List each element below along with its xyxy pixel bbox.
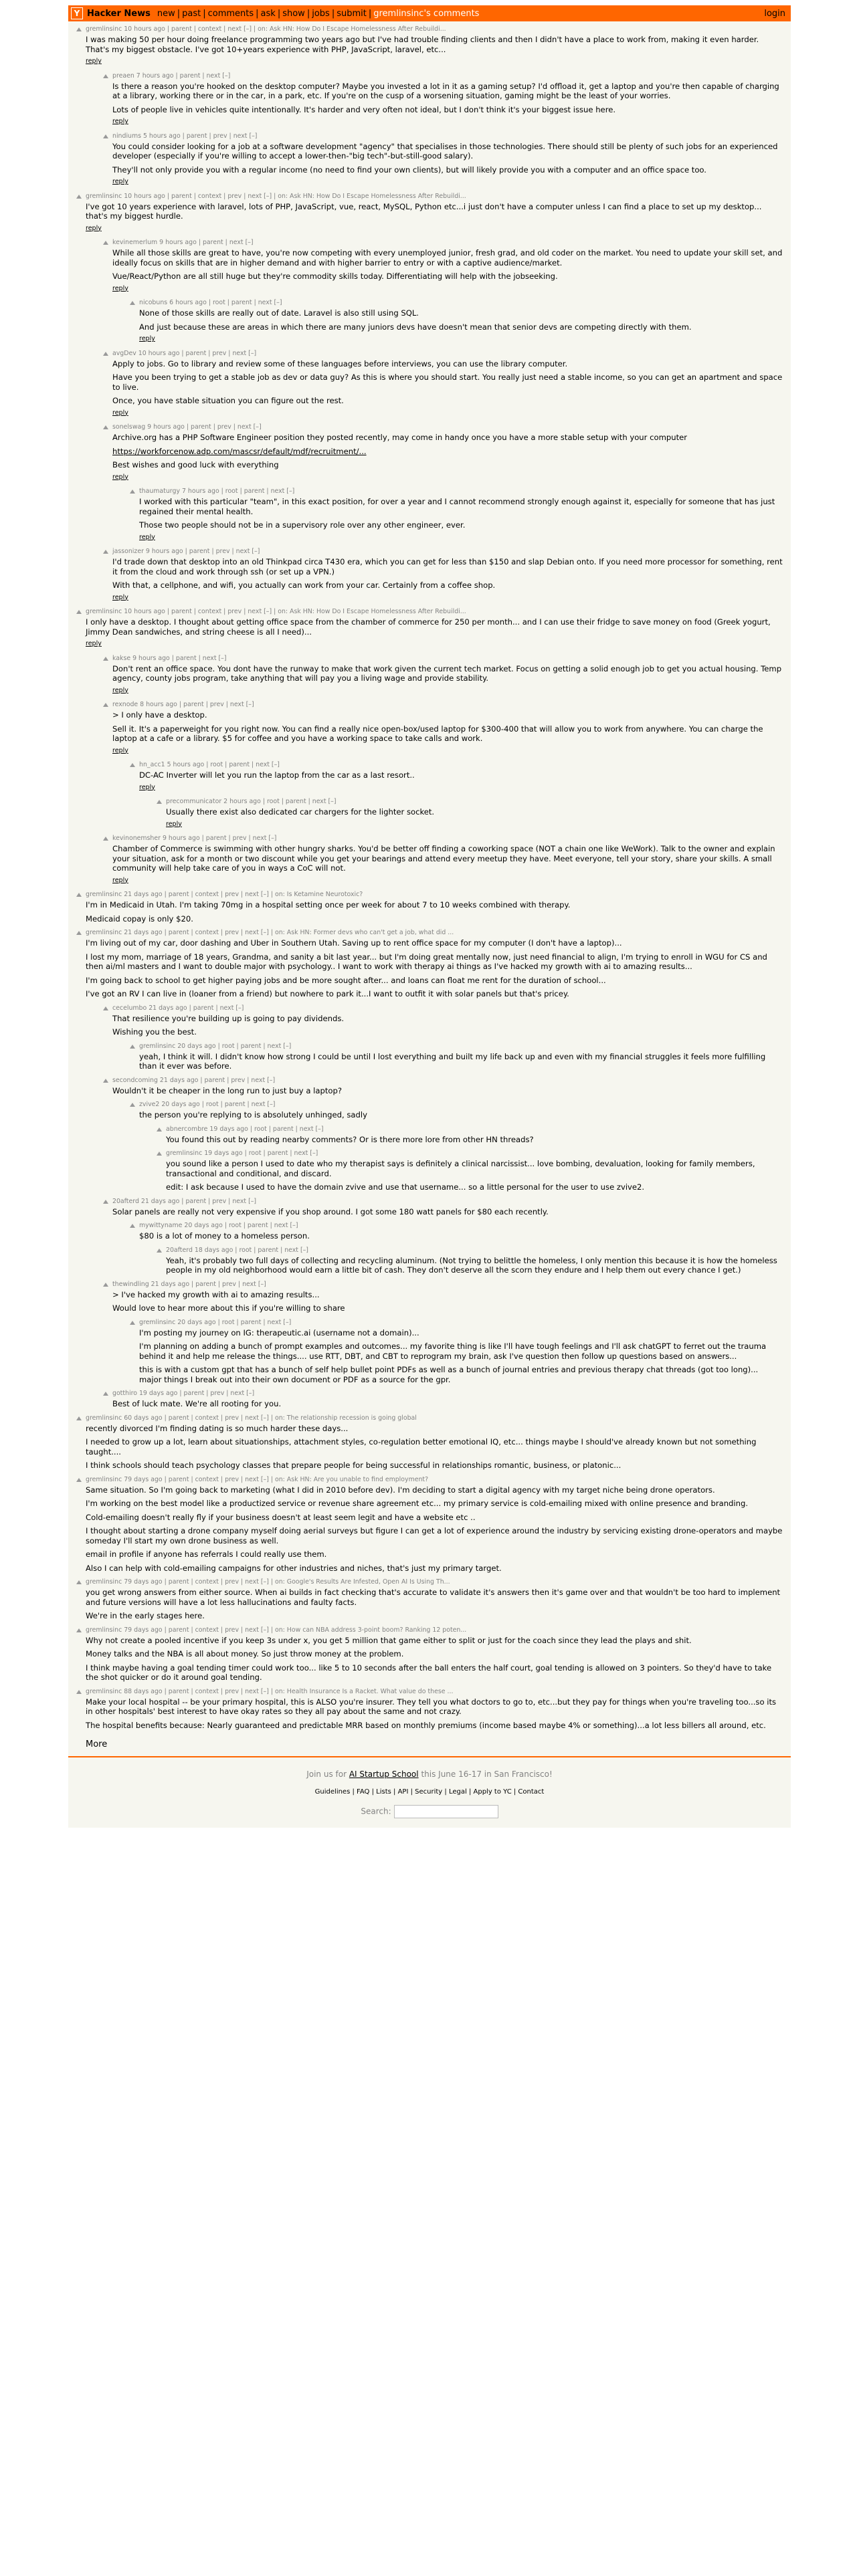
- footer-link[interactable]: Lists: [376, 1788, 391, 1796]
- comment-paragraph: I was making 50 per hour doing freelance programming two years ago but I've had trouble finding clients and then I didn't have a place to work from, making it even harder. That's my biggest obstacle. I've got 10+years experience with PHP, JavaScript, laravel, etc...: [86, 35, 759, 54]
- comment-meta[interactable]: kakse 9 hours ago | parent | next [–]: [112, 654, 227, 662]
- yc-banner-post: this June 16-17 in San Francisco!: [421, 1769, 553, 1779]
- upvote-arrow-icon[interactable]: [157, 1128, 162, 1132]
- comment-paragraph: Archive.org has a PHP Software Engineer position they posted recently, may come in handy once you have a more stable setup with your computer: [112, 433, 688, 442]
- upvote-arrow-icon[interactable]: [103, 1079, 108, 1083]
- upvote-arrow-icon[interactable]: [130, 1103, 135, 1107]
- comment-text: [86, 900, 783, 924]
- comment-text: [166, 1256, 783, 1275]
- comment: [68, 488, 791, 542]
- comment-text: [139, 497, 783, 530]
- upvote-arrow-icon[interactable]: [103, 550, 108, 554]
- comment-text: [139, 1052, 783, 1071]
- comment-meta[interactable]: gotthiro 19 days ago | parent | prev | next [–]: [112, 1390, 255, 1397]
- reply-link[interactable]: reply: [112, 593, 128, 601]
- nav-link-submit[interactable]: submit: [337, 8, 367, 19]
- comment-paragraph: Once, you have stable situation you can figure out the rest.: [112, 396, 344, 405]
- comment-text: [112, 557, 783, 591]
- comment-paragraph: Don't rent an office space. You dont have the runway to make that work given the current tech market. Focus on getting a solid enough job to get you actual housing. Temp agency, county jobs program, take anything that will pay you a living wage and provide stability.: [112, 663, 782, 683]
- upvote-arrow-icon[interactable]: [130, 301, 135, 305]
- comment: [68, 1101, 791, 1120]
- comment-meta[interactable]: avgDev 10 hours ago | parent | prev | next [–]: [112, 349, 257, 357]
- reply-link[interactable]: reply: [86, 640, 102, 647]
- search-label: Search:: [361, 1806, 391, 1816]
- comment-paragraph: With that, a cellphone, and wifi, you actually can work from your car. Certainly from a coffee shop.: [112, 580, 496, 590]
- comment: [68, 1222, 791, 1241]
- more-link[interactable]: More: [86, 1739, 108, 1749]
- footer-separator: |: [408, 1788, 415, 1796]
- comment-paragraph: Solar panels are really not very expensive if you shop around. I got some 180 watt panels for $80 each recently.: [112, 1206, 549, 1216]
- comment-paragraph: I only have a desktop. I thought about getting office space from the chamber of commerce for 250 per month... and I can use their fridge to save money on food (Greek yogurt, Jimmy Dean sandwiches, and string cheese is all I need)...: [86, 617, 771, 637]
- comment: [68, 1578, 791, 1621]
- comment: [68, 1319, 791, 1385]
- comment-paragraph: I'm living out of my car, door dashing and Uber in Southern Utah. Saving up to rent office space for my computer (I don't have a laptop)...: [86, 938, 622, 948]
- upvote-arrow-icon[interactable]: [76, 610, 82, 614]
- nav-separator: |: [331, 8, 335, 19]
- reply-link[interactable]: reply: [112, 178, 128, 185]
- comment-text: [86, 1424, 783, 1471]
- comment-paragraph: Money talks and the NBA is all about money. So just throw money at the problem.: [86, 1649, 404, 1658]
- comment-paragraph: DC-AC Inverter will let you run the laptop from the car as a last resort..: [139, 770, 415, 780]
- comment-meta[interactable]: nindiums 5 hours ago | parent | prev | next [–]: [112, 132, 258, 140]
- comment-paragraph: I think schools should teach psychology classes that prepare people for being successful in relationships romantic, business, or platonic...: [86, 1461, 622, 1470]
- comment-paragraph: I lost my mom, marriage of 18 years, Grandma, and sanity a bit last year... but I'm doing great mentally now, just need financial to align, I'm trying to enroll in WGU for CS and then ai/ml masters and I want to double major with psychology.. I want to work with therapy ai things as I've hacked my growth with ai to amazing results...: [86, 952, 767, 971]
- comment-text: [112, 1086, 783, 1096]
- comment: [68, 1476, 791, 1574]
- comment: [68, 761, 791, 792]
- comment-meta[interactable]: hn_acc1 5 hours ago | root | parent | next [–]: [139, 761, 280, 768]
- comment: [68, 1004, 791, 1037]
- reply-link[interactable]: reply: [86, 224, 102, 232]
- footer-link[interactable]: API: [397, 1788, 409, 1796]
- comment-meta[interactable]: gremlinsinc 19 days ago | root | parent | next [–]: [166, 1150, 318, 1157]
- yc-banner-link[interactable]: AI Startup School: [349, 1769, 419, 1779]
- comment-paragraph: Have you been trying to get a stable job as dev or data guy? As this is where you should start. You really just need a stable income, so you can get an apartment and space to live.: [112, 372, 783, 392]
- comment-paragraph: Is there a reason you're hooked on the desktop computer? Maybe you invested a lot in it as a gaming setup? I'd offload it, get a laptop and you're then capable of charging at a library, working there or in the car, in a park, etc. If you're on the cusp of a worsening situation, gaming might be the least of your worries.: [112, 81, 779, 100]
- comment-paragraph: I thought about starting a drone company myself doing aerial surveys but figure I can get a lot of experience around the industry by servicing existing drone-operators and maybe someday I'll start my own drone business as well.: [86, 1526, 783, 1545]
- comment: [68, 608, 791, 649]
- comment-meta[interactable]: thaumaturgy 7 hours ago | root | parent | next [–]: [139, 488, 295, 495]
- comment-text: [139, 1231, 783, 1241]
- comment-text: [112, 248, 783, 282]
- upvote-arrow-icon[interactable]: [76, 1416, 82, 1420]
- upvote-arrow-icon[interactable]: [130, 1321, 135, 1325]
- comment-paragraph: That resilience you're building up is going to pay dividends.: [112, 1013, 345, 1023]
- comment: [68, 1077, 791, 1096]
- nav-links: [157, 9, 480, 19]
- comment-text: [86, 617, 783, 637]
- comment-text: [112, 1014, 783, 1037]
- comment-text: [86, 1636, 783, 1683]
- comment-meta[interactable]: gremlinsinc 20 days ago | root | parent | next [–]: [139, 1042, 292, 1050]
- nav-link-ask[interactable]: ask: [260, 8, 276, 19]
- upvote-arrow-icon[interactable]: [103, 1006, 108, 1010]
- comment-paragraph: Also I can help with cold-emailing campaigns for other industries and niches, that's just my primary target.: [86, 1563, 502, 1573]
- footer-link[interactable]: Legal: [448, 1788, 467, 1796]
- comment-meta[interactable]: 20afterd 18 days ago | root | parent | next [–]: [166, 1246, 308, 1254]
- comment-paragraph: I'm planning on adding a bunch of prompt examples and outcomes... my favorite thing is like I'll have tough feelings and I'll ask chatGPT to ferret out the trauma behind it and help me release the things.... use RTT, DBT, and CBT to reprogram my brain, ask I've question then follow up questions based on answers...: [139, 1341, 767, 1361]
- upvote-arrow-icon[interactable]: [76, 1478, 82, 1482]
- nav-link-comments[interactable]: comments: [207, 8, 254, 19]
- nav-separator: |: [177, 8, 181, 19]
- upvote-arrow-icon[interactable]: [130, 1224, 135, 1228]
- footer-separator: |: [369, 1788, 377, 1796]
- footer-separator: |: [391, 1788, 398, 1796]
- comment-paragraph: I'm working on the best model like a productized service or revenue share agreement etc... my primary service is cold-emailing mixed with online presence and branding.: [86, 1499, 749, 1508]
- comment-paragraph: Best wishes and good luck with everything: [112, 460, 279, 469]
- comment-paragraph: I'm going back to school to get higher paying jobs and be more sought after... and loans can float me rent for the duration of school...: [86, 975, 606, 985]
- comment: [68, 1043, 791, 1071]
- comment-paragraph: Chamber of Commerce is swimming with other hungry sharks. You'd be better off finding a coworking space (NOT a chain one like WeWork). Talk to the owner and explain your situation, ask for a month or two discount while you get your bearings and attend every meetup they have. Meet everyone, tell your story, share your skills. A small community will help take care of you in ways a CoC will not.: [112, 844, 775, 873]
- footer-separator: |: [350, 1788, 357, 1796]
- comment: [68, 423, 791, 482]
- upvote-arrow-icon[interactable]: [76, 1690, 82, 1694]
- upvote-arrow-icon[interactable]: [103, 134, 108, 138]
- reply-link[interactable]: reply: [166, 820, 182, 828]
- comment-paragraph: I've got 10 years experience with laravel, lots of PHP, JavaScript, vue, react, MySQL, Python etc...i just don't have a computer unless I can find a place to set up my desktop... that's my biggest hurdle.: [86, 201, 762, 221]
- comment: [68, 835, 791, 885]
- reply-link[interactable]: reply: [112, 409, 128, 417]
- login-link[interactable]: login: [764, 8, 785, 19]
- footer-link[interactable]: Apply to YC: [473, 1788, 512, 1796]
- comment-paragraph: recently divorced I'm finding dating is so much harder these days...: [86, 1423, 349, 1433]
- comment: [68, 350, 791, 419]
- comment-text: [86, 1697, 783, 1731]
- comment-paragraph: I worked with this particular "team", in this exact position, for over a year and I cannot recommend strongly enough against it, especially for someone that has just regained their mental health.: [139, 497, 775, 516]
- comment-paragraph: Why not create a pooled incentive if you keep 3s under x, you get 5 million that game either to split or just for the coach since they lead the plays and shit.: [86, 1635, 692, 1645]
- nav-link-jobs[interactable]: jobs: [312, 8, 330, 19]
- comment-paragraph: edit: I ask because I used to have the domain zvive and use that username... so a little personal for the user to use zvive2.: [166, 1182, 645, 1192]
- comment-paragraph: > I only have a desktop.: [112, 710, 207, 720]
- upvote-arrow-icon[interactable]: [103, 1392, 108, 1396]
- comment-meta[interactable]: thewindling 21 days ago | parent | prev | next [–]: [112, 1280, 266, 1288]
- upvote-arrow-icon[interactable]: [157, 1249, 162, 1253]
- comment-paragraph: > I've hacked my growth with ai to amazing results...: [112, 1289, 320, 1299]
- reply-link[interactable]: reply: [112, 473, 128, 481]
- comment-text: [112, 433, 783, 470]
- comment-paragraph: Apply to jobs. Go to library and review some of these languages before interviews, you can use the library computer.: [112, 358, 568, 368]
- comment: [68, 239, 791, 294]
- footer-link[interactable]: Guidelines: [314, 1788, 351, 1796]
- comment-meta[interactable]: kevinemerlum 9 hours ago | parent | next [–]: [112, 239, 254, 246]
- comment-meta[interactable]: gremlinsinc 79 days ago | parent | context | prev | next [–] | on: Google's Results Are Infested, Open AI Is Using Th...: [86, 1578, 450, 1586]
- comment-link[interactable]: https://workforcenow.adp.com/mascsr/default/mdf/recruitment/...: [112, 446, 367, 456]
- upvote-arrow-icon[interactable]: [130, 490, 135, 494]
- reply-link[interactable]: reply: [112, 284, 128, 292]
- comment: [68, 132, 791, 187]
- comment-text: [139, 1328, 783, 1385]
- comment-meta[interactable]: kevinonemsher 9 hours ago | parent | prev | next [–]: [112, 835, 277, 842]
- comment: [68, 1626, 791, 1683]
- comment: [68, 655, 791, 696]
- upvote-arrow-icon[interactable]: [76, 893, 82, 897]
- nav-current-page: gremlinsinc's comments: [373, 8, 480, 19]
- comment-paragraph: Wouldn't it be cheaper in the long run to just buy a laptop?: [112, 1085, 342, 1095]
- comment-meta[interactable]: gremlinsinc 79 days ago | parent | context | prev | next [–] | on: How can NBA address 3-point boom? Ranking 12 poten...: [86, 1626, 467, 1634]
- upvote-arrow-icon[interactable]: [76, 1628, 82, 1632]
- comment-paragraph: Those two people should not be in a supervisory role over any other engineer, ever.: [139, 520, 466, 530]
- comment-paragraph: the person you're replying to is absolutely unhinged, sadly: [139, 1110, 367, 1119]
- comment-paragraph: I've got an RV I can live in (loaner from a friend) but nowhere to park it...I want to outfit it with solar panels but that's pricey.: [86, 989, 569, 998]
- comment-meta[interactable]: jassonizer 9 hours ago | parent | prev | next [–]: [112, 548, 260, 555]
- upvote-arrow-icon[interactable]: [103, 703, 108, 707]
- yc-banner-pre: Join us for: [306, 1769, 347, 1779]
- comment-meta[interactable]: gremlinsinc 20 days ago | root | parent | next [–]: [139, 1318, 292, 1326]
- comment-meta[interactable]: rexnode 8 hours ago | parent | prev | next [–]: [112, 701, 254, 708]
- comment-meta[interactable]: gremlinsinc 79 days ago | parent | context | prev | next [–] | on: Ask HN: Are you unable to find employment?: [86, 1475, 429, 1483]
- nav-separator: |: [203, 8, 206, 19]
- comment-meta[interactable]: gremlinsinc 10 hours ago | parent | context | prev | next [–] | on: Ask HN: How Do I Escape Homelessness After Rebuildi...: [86, 192, 466, 200]
- comment: [68, 891, 791, 924]
- comment-meta[interactable]: sonelswag 9 hours ago | parent | prev | next [–]: [112, 423, 262, 431]
- reply-link[interactable]: reply: [139, 533, 155, 541]
- comment: [68, 72, 791, 127]
- comment-text: [166, 807, 783, 817]
- comment-paragraph: yeah, I think it will. I didn't know how strong I could be until I lost everything and built my life back up and even with my financial struggles it feels more fulfilling than it ever was before.: [139, 1051, 766, 1071]
- comment-text: [112, 710, 783, 744]
- reply-link[interactable]: reply: [112, 686, 128, 694]
- nav-separator: |: [277, 8, 281, 19]
- comment-text: [112, 142, 783, 175]
- footer-link[interactable]: Contact: [518, 1788, 545, 1796]
- comment-text: [86, 938, 783, 999]
- comment: [68, 1198, 791, 1217]
- top-bar: [68, 5, 791, 21]
- comment: [68, 929, 791, 999]
- comment-paragraph: I'm in Medicaid in Utah. I'm taking 70mg in a hospital setting once per week for about 7 to 10 weeks combined with therapy.: [86, 900, 571, 909]
- comment-meta[interactable]: gremlinsinc 21 days ago | parent | context | prev | next [–] | on: Ask HN: Former devs who can't get a job, what did ...: [86, 929, 454, 936]
- comment-paragraph: Wishing you the best.: [112, 1027, 197, 1037]
- comment-paragraph: Usually there exist also dedicated car chargers for the lighter socket.: [166, 807, 435, 817]
- comment-text: [86, 202, 783, 221]
- comment-meta[interactable]: precommunicator 2 hours ago | root | parent | next [–]: [166, 798, 337, 805]
- upvote-arrow-icon[interactable]: [103, 352, 108, 356]
- upvote-arrow-icon[interactable]: [130, 763, 135, 767]
- comment-paragraph: Lots of people live in vehicles quite intentionally. It's harder and very often not ideal, but I don't think it's your biggest issue here.: [112, 104, 616, 114]
- comment: [68, 1247, 791, 1275]
- comment-meta[interactable]: gremlinsinc 60 days ago | parent | context | prev | next [–] | on: The relationship recession is going global: [86, 1414, 417, 1422]
- nav-link-show[interactable]: show: [282, 8, 305, 19]
- upvote-arrow-icon[interactable]: [103, 1283, 108, 1287]
- comment-text: [112, 844, 783, 873]
- reply-link[interactable]: reply: [139, 783, 155, 791]
- comment: [68, 548, 791, 603]
- upvote-arrow-icon[interactable]: [103, 837, 108, 841]
- comment-paragraph: None of those skills are really out of date. Laravel is also still using SQL.: [139, 308, 419, 318]
- nav-separator: |: [256, 8, 259, 19]
- comment-paragraph: You found this out by reading nearby comments? Or is there more lore from other HN threads?: [166, 1134, 534, 1144]
- upvote-arrow-icon[interactable]: [103, 1200, 108, 1204]
- comment: [68, 299, 791, 344]
- comment-meta[interactable]: zvive2 20 days ago | root | parent | next [–]: [139, 1101, 276, 1108]
- reply-link[interactable]: reply: [86, 58, 102, 65]
- comment-paragraph: Would love to hear more about this if you're willing to share: [112, 1303, 345, 1313]
- comment-text: [112, 664, 783, 683]
- footer: [68, 1756, 791, 1828]
- comment-paragraph: Best of luck mate. We're all rooting for you.: [112, 1399, 282, 1408]
- comment-paragraph: Sell it. It's a paperweight for you right now. You can find a really nice open-box/used laptop for $300-400 that will allow you to work from anywhere. You can charge the laptop at a cafe or a library. $5 for coffee and you have a working space to take calls and work.: [112, 724, 763, 743]
- comment-paragraph: Same situation. So I'm going back to marketing (what I did in 2010 before dev). I'm deciding to start a digital agency with my target niche being drone operators.: [86, 1485, 715, 1495]
- comment-meta[interactable]: cecelumbo 21 days ago | parent | next [–]: [112, 1004, 244, 1012]
- footer-separator: |: [466, 1788, 474, 1796]
- footer-link[interactable]: FAQ: [357, 1788, 370, 1796]
- upvote-arrow-icon[interactable]: [130, 1045, 135, 1049]
- comment-paragraph: you get wrong answers from either source. When ai builds in fact checking that's accurate to validate it's answers then it's game over and that wouldn't be too hard to implement and future versions will have a lot less hallucinations and faulty facts.: [86, 1588, 781, 1607]
- reply-link[interactable]: reply: [112, 746, 128, 754]
- comment-paragraph: Medicaid copay is only $20.: [86, 914, 193, 924]
- comment-paragraph: I'd trade down that desktop into an old Thinkpad circa T430 era, which you can get for less than $150 and slap Debian onto. If you need more processor for something, rent it from the cloud and work through ssh (or set up a VPN.): [112, 557, 783, 576]
- upvote-arrow-icon[interactable]: [103, 657, 108, 661]
- comment-text: [139, 308, 783, 332]
- comment-paragraph: $80 is a lot of money to a homeless person.: [139, 1231, 310, 1241]
- comment-meta[interactable]: 20afterd 21 days ago | parent | prev | next [–]: [112, 1197, 257, 1205]
- nav-separator: |: [306, 8, 310, 19]
- search-input[interactable]: [394, 1805, 498, 1818]
- comment-text: [86, 35, 783, 54]
- comment-paragraph: Make your local hospital -- be your primary hospital, this is ALSO you're insurer. They tell you what doctors to go to, etc...but they pay for things when you're traveling too...so its in other hospitals' best interest to have okay rates so they all pay about the same and not crazy.: [86, 1697, 777, 1716]
- comment-text: [86, 1588, 783, 1621]
- yc-banner: [68, 1769, 791, 1779]
- comment-text: [166, 1159, 783, 1192]
- comment-text: [86, 1485, 783, 1574]
- comment-text: [112, 1290, 783, 1313]
- upvote-arrow-icon[interactable]: [157, 800, 162, 804]
- comment-text: [112, 82, 783, 115]
- nav-link-past[interactable]: past: [182, 8, 201, 19]
- comment-list: [68, 21, 791, 1730]
- comment: [68, 1125, 791, 1145]
- comment-meta[interactable]: preaen 7 hours ago | parent | next [–]: [112, 72, 231, 80]
- comment: [68, 193, 791, 234]
- comment-text: [139, 770, 783, 780]
- comment: [68, 1688, 791, 1731]
- nav-link-new[interactable]: new: [157, 8, 175, 19]
- upvote-arrow-icon[interactable]: [76, 1580, 82, 1584]
- comment: [68, 798, 791, 829]
- reply-link[interactable]: reply: [112, 118, 128, 125]
- site-title[interactable]: Hacker News: [87, 8, 151, 19]
- page: [68, 5, 791, 1828]
- comment: [68, 1414, 791, 1471]
- nav-separator: |: [368, 8, 372, 19]
- comment: [68, 25, 791, 67]
- search-form: [68, 1805, 791, 1818]
- upvote-arrow-icon[interactable]: [103, 241, 108, 245]
- comment-paragraph: We're in the early stages here.: [86, 1611, 205, 1620]
- comment-paragraph: And just because these are areas in which there are many juniors devs have doesn't mean that senior devs are competing directly with them.: [139, 322, 692, 332]
- comment-meta[interactable]: mywittyname 20 days ago | root | parent | next [–]: [139, 1222, 298, 1229]
- reply-link[interactable]: reply: [139, 335, 155, 342]
- footer-separator: |: [511, 1788, 518, 1796]
- reply-link[interactable]: reply: [112, 876, 128, 884]
- upvote-arrow-icon[interactable]: [157, 1152, 162, 1156]
- comment: [68, 1390, 791, 1409]
- comment-meta[interactable]: gremlinsinc 21 days ago | parent | context | prev | next [–] | on: Is Ketamine Neurotoxic?: [86, 891, 363, 898]
- comment-meta[interactable]: gremlinsinc 88 days ago | parent | context | prev | next [–] | on: Health Insurance Is a Racket. What value do these ...: [86, 1687, 454, 1695]
- comment-paragraph: Vue/React/Python are all still huge but they're commodity skills today. Differentiating will help with the jobseeking.: [112, 272, 558, 281]
- comment-paragraph: Cold-emailing doesn't really fly if your business doesn't at least seem legit and have a website etc ..: [86, 1512, 476, 1522]
- comment-text: [112, 1399, 783, 1409]
- upvote-arrow-icon[interactable]: [76, 195, 82, 199]
- comment-text: [112, 1207, 783, 1217]
- comment-paragraph: They'll not only provide you with a regular income (no need to find your own clients), but will likely provide you with a computer and an office space too.: [112, 165, 706, 175]
- footer-links: [68, 1788, 791, 1796]
- comment-paragraph: I'm posting my journey on IG: therapeutic.ai (username not a domain)...: [139, 1327, 419, 1337]
- comment-text: [112, 359, 783, 406]
- footer-separator: |: [442, 1788, 449, 1796]
- comment-text: [166, 1135, 783, 1145]
- comment-meta[interactable]: gremlinsinc 10 hours ago | parent | context | next [–] | on: Ask HN: How Do I Escape Homelessness After Rebuildi...: [86, 25, 446, 33]
- comment-paragraph: Yeah, it's probably two full days of collecting and recycling aluminum. (Not trying to belittle the homeless, I only mention this because it is how the homeless people in my old neighborhood would earn a little bit of cash. They don't deserve all the scorn they endure and I help them out every chance I get.): [166, 1255, 777, 1275]
- upvote-arrow-icon[interactable]: [103, 74, 108, 78]
- comment-paragraph: While all those skills are great to have, you're now competing with every unemployed junior, fresh grad, and old coder on the market. You need to update your skill set, and ideally focus on skills that are in higher demand and with higher barrier to entry or with a captive audience/market.: [112, 248, 783, 267]
- comment-paragraph: this is with a custom gpt that has a bunch of self help bullet point PDFs as well as a bunch of journal entries and previous therapy chat threads (got too long)... major things I break out into their own document or PDF as a source for the gpr.: [139, 1365, 759, 1384]
- comment: [68, 1281, 791, 1313]
- comment-text: [139, 1110, 783, 1120]
- comment-paragraph: email in profile if anyone has referrals I could really use them.: [86, 1549, 327, 1559]
- comment-paragraph: you sound like a person I used to date who my therapist says is definitely a clinical narcissist... love bombing, devaluation, looking for family members, transactional and conditional, and discard.: [166, 1159, 755, 1178]
- upvote-arrow-icon[interactable]: [103, 425, 108, 429]
- yc-logo-icon[interactable]: Y: [71, 7, 83, 19]
- comment-paragraph: I think maybe having a goal tending timer could work too... like 5 to 10 seconds after the ball enters the half court, goal tending is allowed on 3 pointers. So they'd have to take the shot quicker or do it around goal tending.: [86, 1662, 772, 1682]
- comment-meta[interactable]: abnercombre 19 days ago | root | parent | next [–]: [166, 1125, 324, 1133]
- comment-meta[interactable]: secondcoming 21 days ago | parent | prev | next [–]: [112, 1076, 276, 1084]
- upvote-arrow-icon[interactable]: [76, 931, 82, 935]
- comment-paragraph: You could consider looking for a job at a software development "agency" that specialises in those technologies. There should still be plenty of such jobs for an experienced developer (especially if you're willing to accept a lower-then-"big tech"-but-still-good salary).: [112, 141, 778, 160]
- comment-paragraph: I needed to grow up a lot, learn about situationships, attachment styles, co-regulation better emotional IQ, etc... things maybe I should've already known but not something taught....: [86, 1437, 757, 1457]
- comment: [68, 701, 791, 756]
- comment-paragraph: The hospital benefits because: Nearly guaranteed and predictable MRR based on monthly premiums (income based maybe 4% or something)...a lot less billers all around, etc.: [86, 1720, 766, 1730]
- upvote-arrow-icon[interactable]: [76, 27, 82, 31]
- comment-meta[interactable]: gremlinsinc 10 hours ago | parent | context | prev | next [–] | on: Ask HN: How Do I Escape Homelessness After Rebuildi...: [86, 608, 466, 615]
- comment-meta[interactable]: nicobuns 6 hours ago | root | parent | next [–]: [139, 299, 282, 306]
- comment: [68, 1150, 791, 1192]
- footer-link[interactable]: Security: [415, 1788, 443, 1796]
